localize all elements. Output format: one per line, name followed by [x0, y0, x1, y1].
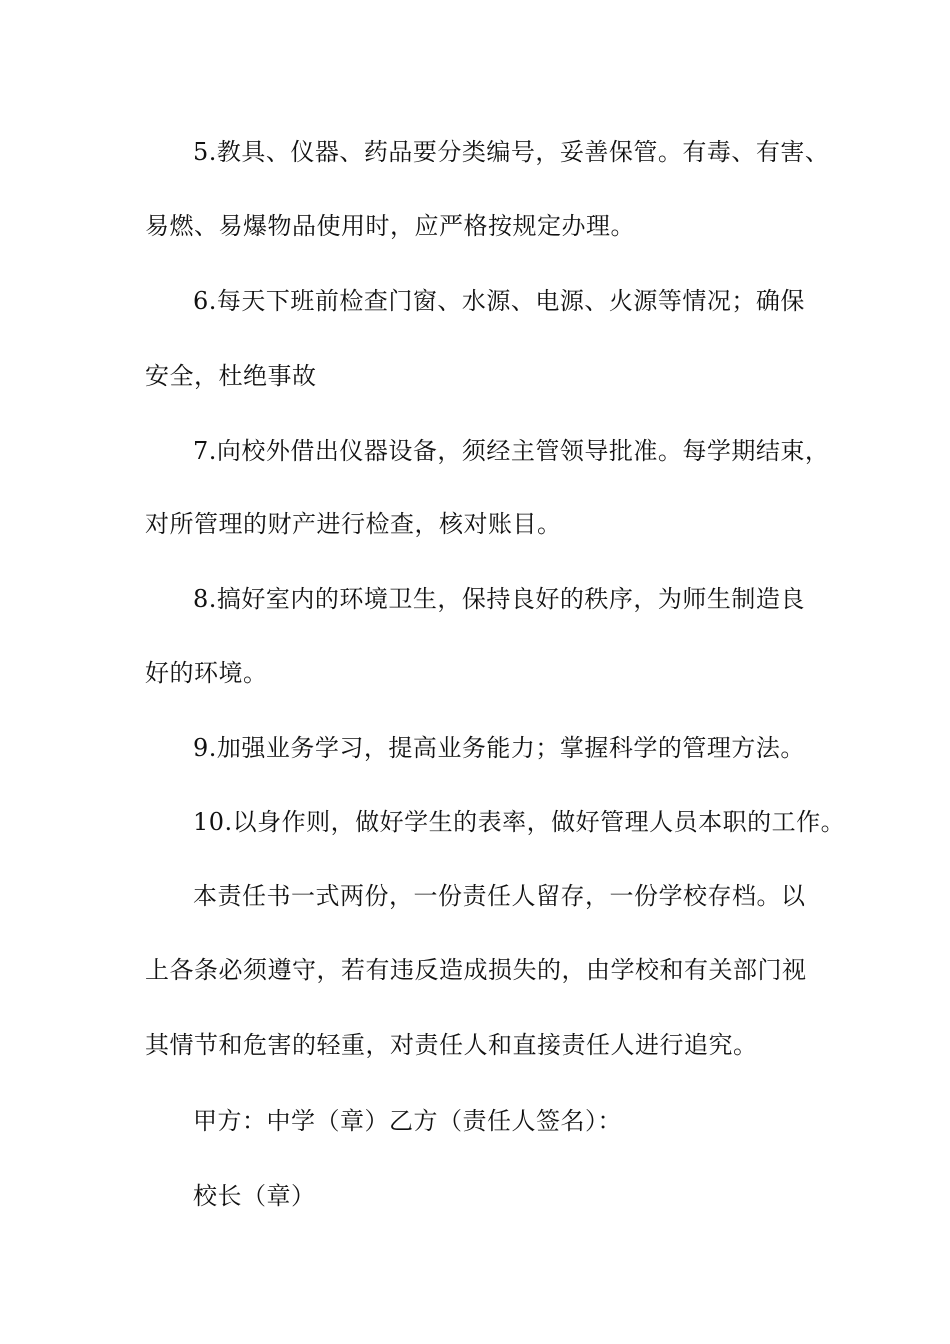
- signature-parties-line: 甲方：中学（章）乙方（责任人签名）：: [193, 1107, 622, 1135]
- principal-seal-line: 校长（章）: [193, 1182, 316, 1210]
- rule-10-line: 10.以身作则，做好学生的表率，做好管理人员本职的工作。: [193, 808, 846, 836]
- rule-9-line: 9.加强业务学习，提高业务能力；掌握科学的管理方法。: [193, 734, 805, 762]
- rule-8-line-1: 8.搞好室内的环境卫生，保持良好的秩序，为师生制造良: [193, 585, 805, 613]
- rule-6-line-1: 6.每天下班前检查门窗、水源、电源、火源等情况；确保: [193, 287, 805, 315]
- closing-paragraph-line-2: 上各条必须遵守，若有违反造成损失的，由学校和有关部门视: [145, 956, 807, 984]
- rule-5-line-2: 易燃、易爆物品使用时，应严格按规定办理。: [145, 212, 635, 240]
- closing-paragraph-line-3: 其情节和危害的轻重，对责任人和直接责任人进行追究。: [145, 1031, 758, 1059]
- rule-6-line-2: 安全，杜绝事故: [145, 362, 317, 390]
- rule-8-line-2: 好的环境。: [145, 659, 268, 687]
- closing-paragraph-line-1: 本责任书一式两份，一份责任人留存，一份学校存档。以: [193, 882, 806, 910]
- rule-7-line-1: 7.向校外借出仪器设备，须经主管领导批准。每学期结束，: [193, 437, 830, 465]
- rule-7-line-2: 对所管理的财产进行检查，核对账目。: [145, 510, 562, 538]
- rule-5-line-1: 5.教具、仪器、药品要分类编号，妥善保管。有毒、有害、: [193, 138, 830, 166]
